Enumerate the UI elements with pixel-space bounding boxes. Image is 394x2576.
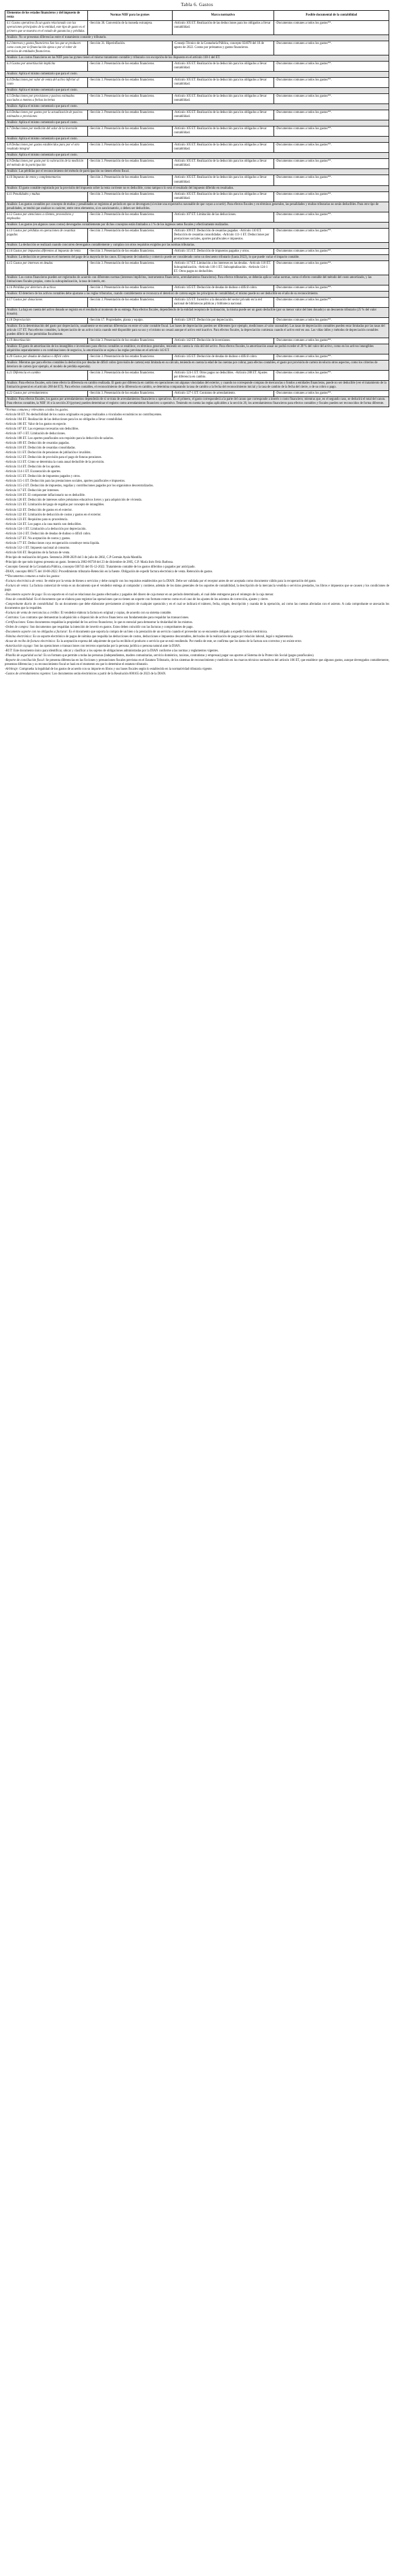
analysis-row — [5, 361, 389, 371]
table-row — [5, 317, 389, 323]
analysis-row — [5, 202, 389, 212]
footnote-item — [5, 499, 389, 503]
footnote-item — [5, 635, 389, 639]
footnote-text: -Artículo 118 ET. El componente inflacionario no es deducible. — [5, 494, 85, 498]
element-cell: 6.9 Deducciones por gasto por la valoración de la medición del método de la participación — [5, 159, 88, 169]
analysis-text: Análisis: En la determinación del gasto por depreciación, usualmente se encuentran diferencias en entre el valor contable fiscal. Las bases de depreciación pueden ser diferentes (por ejemplo, mediciones al valor razonable). Las tasas de depreciación contables pueden estar limitadas por las tasas del artículo 137 ET. Para efectos contables, la depreciación de un activo inicia cuando esté disponible para su uso y el mismo no cesará aunque el activo esté inactivo. Para efectos fiscales, la depreciación comienza cuando el activo esté en uso. Las vidas útiles y métodos de depreciación contables pueden diferir de las permitidas fiscalmente. — [5, 323, 389, 338]
analysis-text: Análisis: Los costos financieros en las NIIF para las pymes tienen el mismo tratamiento contable y tributario con excepción de los dispuesto en el artículo 118-1 del ET. — [5, 55, 389, 62]
analysis-text: Análisis: Aplica el mismo comentario que para el costo. — [5, 88, 389, 94]
footnote-text: Es el documento que soporta la compra de un bien o la prestación de un servicio cuando el proveedor no se encuentre obligado a expedir factura electrónica. — [68, 630, 268, 634]
expenses-table — [5, 10, 389, 407]
footnote-item — [5, 556, 389, 560]
marco-cell: -Artículo 105 ET. Realización de la deducción para los obligados a llevar contabilidad. — [172, 143, 273, 153]
footnote-item — [5, 668, 389, 672]
footnote-text: Es la aceptación expresa del adquirente de que ha recibido el producto o servicio que se está vendiendo. Por medio de este, se confirma que los datos de la factura son correctos y no existe error. — [56, 639, 302, 643]
analysis-text: Análisis: Las pérdidas por el reconocimiento del método de participación no tienen efecto fiscal. — [5, 169, 389, 175]
footnote-item — [5, 532, 389, 536]
footnote-item — [5, 456, 389, 460]
documental-cell: -Documentos comunes a todos los gastos**. — [273, 354, 389, 361]
analysis-row — [5, 254, 389, 260]
footnote-item — [5, 484, 389, 488]
header-marco-normativo: Marco normativo — [172, 11, 273, 21]
niif-cell: -Sección 3. Presentación de los estados financieros. — [87, 248, 172, 254]
analysis-text: Análisis: Aplica el mismo comentario que para el costo. — [5, 137, 389, 143]
analysis-text: Análisis: Los costos financieros pueden ser registrados de acuerdo con diferentes normas (intereses implícitos, instrumentos financieros, arrendamientos financieros). Para efectos tributarios, se deberán aplicar varias normas, como el efecto contable del método del costo amortizado, y las limitaciones fiscales propias, como la subcapitalización, la tasa de interés, etc. — [5, 275, 389, 285]
analysis-row — [5, 153, 389, 159]
footnote-text: -Artículo 60 ET. No deducibilidad de los costos originados en pagos realizados a vinculados económicos no contribuyentes. — [5, 413, 162, 417]
analysis-text: Análisis: La baja en cuenta del activo donado se registra en el resultado al momento de su entrega. Para efectos fiscales, dependiendo de la entidad receptora de la donación, la misma puede ser un gasto deducible (por su menor valor del bien donado) o un descuento tributario (25 % del valor donado). — [5, 307, 389, 317]
element-cell: 6.12 Gastos por atenciones a clientes, proveedores y empleados — [5, 212, 88, 222]
analysis-text: Análisis: Mientras que para efectos contables la deducción por deudas de difícil cobro (provisión de cartera) está limitada en su cálculo, teniendo en cuenta la edad de las cuentas por cobrar, para efectos contables, el gasto por provisión de cartera involucra otros aspectos, como los criterios de deterioro de cartera (por ejemplo, el modelo de pérdida esperada). — [5, 361, 389, 371]
footnote-item — [5, 659, 389, 667]
footnote-text: -Artículo 122 ET. Limitación de deducción de costos y gastos en el exterior. — [5, 513, 102, 517]
marco-cell: -Artículo 124-1 ET. Otros pagos no deducibles. -Artículo 288 ET. Ajustes por diferencia en cambio. — [172, 371, 273, 381]
footnote-item — [5, 432, 389, 436]
niif-cell: -Sección 3. Presentación de los estados financieros. — [87, 94, 172, 104]
analysis-text: Análisis: Aplica el mismo comentario que para el costo. — [5, 104, 389, 110]
analysis-row — [5, 169, 389, 175]
footnote-item — [5, 413, 389, 417]
marco-cell: -Artículo 105 ET. Realización de la deducción para los obligados a llevar contabilidad. — [172, 94, 273, 104]
marco-cell: -Artículo 105 ET. Realización de la deducción para los obligados a llevar contabilidad. — [172, 127, 273, 137]
footnote-text: -Artículo 114-1 ET. Exoneración de aportes. — [5, 470, 62, 474]
footnote-item — [5, 470, 389, 474]
analysis-text: Análisis: Los gastos contables por concepto de multas y penalidades se registran al período en que se devenguen (si existe una expectativa razonable de que vayan a ocurrir). Para efectos fiscales y en términos generales, las penalidades y multas tributarias no serán deducibles. Para otro tipo de penalidades, se tendrá que analizar su carácter, entre otros elementos, si es sancionatorio, o deben ser deducibles. — [5, 202, 389, 212]
marco-cell: -Artículo 105 ET. Realización de la deducción para los obligados a llevar contabilidad. — [172, 78, 273, 88]
footnote-text: -Artículo 110 ET. Deducción de cesantías consolidadas. — [5, 446, 76, 451]
niif-cell: -Sección 3. Presentación de los estados financieros. — [87, 110, 172, 120]
footnote-text: Los contratos que demuestran la adquisición o disposición de activos financieros son fundamentales para respaldar las transacciones. — [20, 616, 190, 620]
table-row — [5, 159, 389, 169]
footnote-item — [5, 551, 389, 555]
marco-cell: -Artículo 105 ET. Realización de las deducciones para los obligados a llevar contabilidad. — [172, 21, 273, 35]
footnote-text: -Artículo 115 ET. Deducción de impuestos pagados y otros. — [5, 475, 81, 479]
footnote-heading: -Autorización cuyago: — [5, 644, 34, 648]
documental-cell: -Documentos comunes a todos los gastos**. — [273, 143, 389, 153]
table-row — [5, 21, 389, 35]
element-cell: 6.8 Deducciones por gastos establecidos para por el otro resultado integral — [5, 143, 88, 153]
analysis-row — [5, 275, 389, 285]
marco-cell: -Artículo 127-1 ET. Contratos de arrendamiento. — [172, 391, 273, 397]
element-cell: 6.21 Diferencia en cambio — [5, 371, 88, 381]
documental-cell: -Documentos comunes a todos los gastos**. — [273, 285, 389, 291]
footnote-heading: -RUT: — [5, 649, 13, 653]
table-row — [5, 354, 389, 361]
analysis-row — [5, 35, 389, 41]
niif-cell: -Sección 3. Presentación de los estados financieros. — [87, 159, 172, 169]
niif-cell: -Sección 3. Presentación de los estados financieros. — [87, 285, 172, 291]
footnote-item — [5, 580, 389, 584]
analysis-row — [5, 137, 389, 143]
analysis-row — [5, 397, 389, 407]
footnote-text: -Artículo 124-2 ET. Deducción de deudas de dudoso o difícil cobro. — [5, 532, 91, 536]
footnote-heading: -Certificaciones: — [5, 620, 26, 624]
table-row — [5, 127, 389, 137]
footnote-heading: -Nómina electrónica: — [5, 635, 32, 639]
footnote-text: -Artículo 107 ET. Las expensas necesarias son deducibles. — [5, 428, 79, 432]
element-cell: 6.14 Gastos por impuestos diferentes al impuesto de renta — [5, 248, 88, 254]
footnote-text: Son documentos que respaldan la intención de invertir en gastos. Estos deben coincidir con las facturas y comprobantes de pago. — [30, 625, 194, 629]
table-row — [5, 110, 389, 120]
analysis-text: Análisis: Para efectos fiscales, solo tiene efecto la diferencia en cambio realizada. El gasto por diferencia en cambio en operaciones con algunas vinculadas del exterior, y cuando no corresponde compras de mercancías o fondos a entidades financieras, puede no ser deducible (ver el tratamiento de la limitación general en el artículo 288 del ET). Para efectos contables, el reconocimiento de la diferencia en cambio, se determina comparando la tasa de cambio a la fecha del reconocimiento inicial y la tasa de cambio de la fecha del cierre, o de su cobro o pago. — [5, 381, 389, 391]
footnote-item — [5, 584, 389, 593]
niif-cell: -Sección 3. Presentación de los estados financieros. — [87, 212, 172, 222]
footnote-text: -Artículo 115-2 ET. Deducción de impuestos, regalías y contribuciones pagados por los organismos descentralizados. — [5, 484, 154, 488]
analysis-text: Análisis: Aplica el mismo comentario que para el costo. — [5, 153, 389, 159]
analysis-row — [5, 323, 389, 338]
niif-cell: -Sección 3. Presentación de los estados financieros. — [87, 354, 172, 361]
footnote-item — [5, 518, 389, 522]
marco-cell: -Artículo 105 ET. Realización de la deducción para los obligados a llevar contabilidad. — [172, 175, 273, 185]
analysis-text: Análisis: Aplica el mismo comentario que para el costo. — [5, 72, 389, 78]
documental-cell: -Documentos comunes a todos los gastos**. — [273, 228, 389, 242]
footnote-item — [5, 645, 389, 649]
footnote-item — [5, 612, 389, 616]
footnote-text: -Artículo 107-1 ET. Limitación de deducciones. — [5, 432, 66, 436]
footnote-item — [5, 542, 389, 546]
analysis-row — [5, 381, 389, 391]
analysis-row — [5, 242, 389, 248]
table-row — [5, 285, 389, 291]
footnote-text: -Artículo 109 ET. Deducción de cesantías pagadas. — [5, 442, 70, 446]
footnote-heading: -Orden de compra: — [5, 625, 30, 629]
table-row — [5, 248, 389, 254]
footnote-heading: -Gastos de arrendamientos vigentes: — [5, 672, 51, 676]
documental-cell: -Documentos comunes a todos los gastos**. — [273, 371, 389, 381]
footnote-text: Es el documento que se elabora para registrar las operaciones que no tienen un soporte con formato externo como en el caso de los ajustes de los asientos de corrección, ajustes y cierre. — [34, 597, 269, 601]
element-cell: 6.3 Gastos por amortización implícita — [5, 62, 88, 72]
table-row — [5, 143, 389, 153]
footnote-text: Este documento único para identificar, ubicar y clasificar a los sujetos de obligaciones administradas por la DIAN conforme a las normas y reglamentos vigentes. — [13, 649, 219, 653]
element-cell: 6.11 Penalidades y multas — [5, 191, 88, 202]
documental-cell: -Documentos comunes a todos los gastos**. — [273, 21, 389, 35]
table-row — [5, 391, 389, 397]
footnote-text: -Artículo 113 ET. Cómo se determina la cuota anual deducible de la provisión. — [5, 461, 105, 465]
footnote-heading: *Normas comunes y relevantes a todos los gastos. — [5, 409, 69, 413]
footnote-text: La factura comercial de venta es un documento que el vendedor entrega al comprador y contiene, además de los datos generales de los soportes de contabilidad, la descripción de la mercancía vendida o servicios prestados, los libros e impuestos que se causen y los condiciones de pago. — [5, 584, 389, 592]
footnote-text: -Concepto General de la Contaduría Pública, concepto 036743 del 05-12-2022. Tratamiento contable de los gastos diferidos o pagados por anticipado. — [5, 565, 196, 569]
footnote-item — [5, 640, 389, 644]
footnote-heading: -Planilla de seguridad social: — [5, 653, 43, 658]
marco-cell: -Artículo 145 ET. Deducción de deudas de dudoso o difícil cobro. — [172, 354, 273, 361]
documental-cell: -Documentos comunes a todos los gastos**. — [273, 159, 389, 169]
footnote-heading: -Acuse de recibo de factura electrónica: — [5, 639, 56, 643]
table-row — [5, 338, 389, 344]
footnote-heading: -Comprobante diario de contabilidad: — [5, 602, 54, 606]
footnote-item — [5, 537, 389, 541]
niif-cell: -Sección 3. Presentación de los estados financieros. — [87, 78, 172, 88]
documental-cell: -Documentos comunes a todos los gastos**. — [273, 391, 389, 397]
footnote-text: -Artículo 124 ET. Los pagos a la casa matriz son deducibles. — [5, 522, 82, 526]
element-cell: 6.7 Deducciones por medición del valor de la inversión — [5, 127, 88, 137]
table-row — [5, 62, 389, 72]
table-row — [5, 94, 389, 104]
table-row — [5, 78, 389, 88]
analysis-text: Análisis: El deterioro de los activos contables debe ajustarse a las reglas tributarias, cuando contablemente se reconozca el deterioro de cartera según los principios de contabilidad, el mismo puede no ser deducible en el año de su reconocimiento. — [5, 291, 389, 297]
page — [5, 0, 389, 676]
footnote-text: Se emite por la venta de bienes o servicios y debe cumplir con los requisitos establecidos por la DIAN. Debe ser validada por el receptor antes de ser aceptada como documento válido para la recuperación del gasto. — [44, 579, 317, 583]
niif-cell: -Sección 3. Presentación de los estados financieros. — [87, 297, 172, 307]
footnote-item — [5, 513, 389, 518]
footnote-text: Comprueba la legalidad de los gastos de acuerdo con su importe en libros y sus bases fiscales según lo establecido en la normatividad tributaria vigente. — [19, 667, 213, 671]
footnote-item — [5, 428, 389, 432]
footnote-item — [5, 547, 389, 551]
analysis-row — [5, 88, 389, 94]
footnote-heading: -Arbitraje: — [5, 667, 19, 671]
documental-cell: -Documentos comunes a todos los gastos**. — [273, 260, 389, 275]
analysis-text: Análisis: Los gastos (en algunos casos costos) devengados contablemente por dichos conceptos están limitados a 1 % de los ingresos netos fiscales y efectivamente realizados. — [5, 222, 389, 228]
footnote-heading: **Documentos comunes a todos los gastos: — [5, 574, 60, 578]
analysis-row — [5, 307, 389, 317]
documental-cell: -Documentos comunes a todos los gastos**. — [273, 127, 389, 137]
footnote-item — [5, 649, 389, 653]
footnote-text: -Principio de realización del gasto. Sentencia 2008-2029 del 3 de julio de 2002, C.P Germán Ayala Mantilla. — [5, 555, 143, 559]
footnote-text: -Artículo 106 ET. Valor de los gastos en especie. — [5, 423, 67, 427]
documental-cell: -Documentos comunes a todos los gastos**. — [273, 248, 389, 254]
niif-cell: -Sección 30. Conversión de la moneda extranjera. — [87, 21, 172, 35]
footnote-item — [5, 621, 389, 625]
footnote-item — [5, 523, 389, 527]
niif-cell: -Sección 3. Presentación de los estados financieros. — [87, 260, 172, 275]
footnote-item — [5, 672, 389, 676]
footnote-item — [5, 630, 389, 635]
footnote-text: -Artículo 108 ET. Los aportes parafiscales son requisito para la deducción de salarios. — [5, 437, 114, 441]
footnote-text: -Artículo 124-1 ET. Limitación a la deducción por depreciación. — [5, 527, 87, 531]
marco-cell: -Consejo Técnico de la Contaduría Pública, concepto 024078 del 18 de agosto de 2022. Costos por préstamos y gastos financieros. — [172, 41, 273, 55]
footnote-text: -Artículo 117 ET. Deducción por intereses. — [5, 489, 60, 493]
footnote-item — [5, 509, 389, 513]
footnote-item — [5, 489, 389, 493]
element-cell: 6.15 Gastos por intereses en deudas — [5, 260, 88, 275]
marco-cell: -Artículo 105 ET. Realización de la deducción para los obligados a llevar contabilidad. — [172, 62, 273, 72]
footnote-heading: -Contratos: — [5, 616, 20, 620]
analysis-row — [5, 120, 389, 127]
niif-cell: -Sección 3. Presentación de los estados financieros. — [87, 191, 172, 202]
footnote-item — [5, 654, 389, 658]
analysis-row — [5, 72, 389, 78]
marco-cell: -Artículo 109 ET. Deducción de cesantías pagadas. -Artículo 110 ET. Deducción de cesantías consolidadas. -Artículo 111-1 ET. Deducciones por prestaciones sociales, aportes parafiscales e impuestos. — [172, 228, 273, 242]
footnote-item — [5, 598, 389, 602]
footnote-text: Es un formato que permite a todas las personas (independientes, madres comunitarias, servicio doméstico, taxistas, contratistas y empresas) pagar sus aportes al Sistema de la Protección Social (pagos parafiscales). — [43, 653, 315, 658]
niif-cell: -Sección 3. Presentación de los estados financieros. — [87, 371, 172, 381]
footnote-text: -Artículo 111 ET. Deducción de pensiones de jubilación e invalidez. — [5, 451, 91, 455]
footnote-heading: -Factura de venta de mercancías a crédito: — [5, 611, 60, 615]
marco-cell: -Artículo 125 ET. Incentivo a la donación del sector privado en la red nacional de bibliotecas públicas y biblioteca nacional. — [172, 297, 273, 307]
footnote-item — [5, 503, 389, 507]
footnote-item — [5, 409, 389, 413]
marco-cell: -Artículo 142 ET. Deducción de inversiones. — [172, 338, 273, 344]
niif-cell: -Sección 31. Hiperinflación. — [87, 41, 172, 55]
element-cell: 6.2 Intereses y gastos financieros Son los que se producen como costo por la financiación ajena o por el rober de servicios de entidades financieras. — [5, 41, 88, 55]
footnote-text: -Artículo 115-1 ET. Deducción para las prestaciones sociales, aportes parafiscales e impuestos. — [5, 480, 126, 484]
analysis-row — [5, 344, 389, 354]
documental-cell: -Documentos comunes a todos los gastos**. — [273, 62, 389, 72]
footnote-text: Se presenta diferencias en las ficciones y presunciones fiscales previstas en el Estatuto Tributario, de los sistemas de reconocimiento y medición en los marcos técnicos normativos del artículo 106 ET, que establece que algunos gastos, aunque devengados contablemente, presentan diferencias y su reconocimiento fiscal se hará en el momento en que lo determine el estatuto tributario. — [5, 658, 389, 666]
footnote-item — [5, 561, 389, 565]
table-row — [5, 175, 389, 185]
footnote-text: Estos documentos respaldan la propiedad de los activos financieros; lo que es esencial para demostrar la titularidad de los mismos. — [26, 620, 193, 624]
niif-cell: -Sección 3. Presentación de los estados financieros. — [87, 62, 172, 72]
element-cell: 6.1 Gastos operativos Es un gasto relacionado con las operaciones principales de la entidad, este tipo de gasto es el primero que se muestra en el estado de ganancias y pérdidas. — [5, 21, 88, 35]
footnote-item — [5, 626, 389, 630]
table-row — [5, 41, 389, 55]
footnote-item — [5, 442, 389, 446]
footnote-text: Son las operaciones o transacciones con terceros soportadas por la persona jurídica o persona natural ante la DIAN. — [34, 644, 181, 648]
table-row — [5, 260, 389, 275]
footnote-item — [5, 423, 389, 427]
footnote-item — [5, 616, 389, 620]
documental-cell: -Documentos comunes a todos los gastos**. — [273, 110, 389, 120]
footnote-item — [5, 528, 389, 532]
footnotes — [5, 409, 389, 676]
element-cell: 6.10 Impuesto de renta y complementarios — [5, 175, 88, 185]
analysis-row — [5, 291, 389, 297]
footnote-text: -DIAN, concepto 006175 del 10-08-2022. Procedimiento tributario-Retención en la fuente. Obligación de expedir factura electrónica de venta. Retención de gastos. — [5, 570, 213, 574]
documental-cell: -Documentos comunes a todos los gastos**. — [273, 317, 389, 323]
footnote-heading: -Factura electrónica de venta: — [5, 579, 44, 583]
footnote-item — [5, 451, 389, 455]
analysis-row — [5, 222, 389, 228]
element-cell: 6.18 Depreciación — [5, 317, 88, 323]
documental-cell: -Documentos comunes a todos los gastos**. — [273, 191, 389, 202]
table-row — [5, 212, 389, 222]
footnote-item — [5, 480, 389, 484]
footnote-item — [5, 575, 389, 579]
footnote-item — [5, 570, 389, 574]
footnote-text: -Artículo 512-1 ET. Impuesto nacional al consumo. — [5, 546, 70, 550]
marco-cell: -Artículo 105 ET. Realización de la deducción para los obligados a llevar contabilidad. — [172, 110, 273, 120]
footnote-text: -Artículo 177 ET. Deducciones cuya recuperación constituye renta líquida. — [5, 541, 100, 545]
table-row — [5, 191, 389, 202]
header-elementos: Elementos de los estados financieros y del impuesto de renta — [5, 11, 88, 21]
table-row — [5, 371, 389, 381]
footnote-item — [5, 465, 389, 469]
niif-cell: -Sección 3. Presentación de los estados financieros. — [87, 127, 172, 137]
footnote-text: -Artículo 120 ET. Deducción de intereses sobre préstamos educativos Icetex y para adquisición de vivienda. — [5, 499, 142, 503]
niif-cell: -Sección 17. Propiedades, planta y equipo. — [87, 317, 172, 323]
marco-cell: -Artículo 107 ET. Limitación de las deducciones. — [172, 212, 273, 222]
marco-cell: -Artículo 105 ET. Realización de la deducción para los obligados a llevar contabilidad. — [172, 159, 273, 169]
footnote-text: -Artículo 112 ET. Deducción de provisión para el pago de futuras pensiones. — [5, 456, 102, 460]
footnote-text: -Artículo 122 ET. Deducción de gastos en el exterior. — [5, 508, 72, 512]
footnote-text: El vendedor elabora la factura en original y copias, de acuerdo con su sistema contable. — [60, 611, 172, 615]
footnote-item — [5, 418, 389, 422]
marco-cell: -Artículo 128 ET. Deducción por depreciación. — [172, 317, 273, 323]
marco-cell: -Artículo 117 ET. Limitación a los intereses en las deudas. -Artículo 118 ET. Subcapitalización. -Artículo 118-1 ET. Subcapitalización. -Artículo 124-1 ET. Otros pagos no deducibles. — [172, 260, 273, 275]
niif-cell: -Sección 3. Presentación de los estados financieros. — [87, 175, 172, 185]
analysis-text: Análisis: Para efectos fiscales, los gastos por arrendamientos dependerán de si se trata de arrendamientos financieros u operativos. En el primero, el gasto corresponderá a la parte del canon que corresponde a interés o costo financiero; mientras que, en el segundo caso, se deducirá el total del canon. Para efectos contables, la NIIF 16 o la sección 20 (pymes) pueden determinar el registro como arrendamiento financiero u operativo. Teniendo en cuenta las reglas aplicables a la sección 20, los arrendamientos financieros para efectos contables y fiscales pueden ser reconocidos de forma diferente. — [5, 397, 389, 407]
analysis-text: Análisis: Aplica el mismo comentario que para el costo. — [5, 120, 389, 127]
analysis-text: Análisis: La deducción se presenta en el momento del pago de la mayoría de los casos. El impuesto de industria y comercio puede ser considerado como un descuento tributario (hasta 2022), lo que puede variar el impacto contable. — [5, 254, 389, 260]
analysis-row — [5, 104, 389, 110]
table-header-row — [5, 11, 389, 21]
niif-cell: -Sección 3. Presentación de los estados financieros. — [87, 391, 172, 397]
footnote-text: -Artículo 114 ET. Deducción de los aportes. — [5, 465, 61, 469]
table-row — [5, 297, 389, 307]
footnote-text: -Principio de que todo ingreso presenta un gasto. Sentencia 2002-00738 del 23 de diciembre de 2005, C.P. María Inés Ortiz Barbosa. — [5, 560, 174, 564]
footnote-heading: -Documento soporte de pago: — [5, 593, 43, 597]
footnote-text: Los documentos serán electrónicos a partir de la Resolución 000165 de 2023 de la DIAN. — [52, 672, 167, 676]
header-normas-niif: Normas NIIF para las pymes — [87, 11, 172, 21]
analysis-row — [5, 55, 389, 62]
documental-cell: -Documentos comunes a todos los gastos**. — [273, 41, 389, 55]
footnote-text: Es un soporte electrónico de pagos de nómina que respalda las deducciones de costos, deducciones e impuestos descontables, derivados de la realización de pagos por relación laboral, legal o reglamentaria. — [32, 635, 294, 639]
element-cell: 6.5 Deducciones por provisiones y pasivos estimados asociados a montos a fechas inciertas — [5, 94, 88, 104]
table-body — [5, 21, 389, 407]
footnote-item — [5, 437, 389, 441]
documental-cell: -Documentos comunes a todos los gastos**. — [273, 175, 389, 185]
header-posible-documental: Posible documental de la contabilidad — [273, 11, 389, 21]
footnote-item — [5, 566, 389, 570]
element-cell: 6.20 Gastos por deudas de dudoso o difícil cobro — [5, 354, 88, 361]
footnote-text: -Artículo 616 ET. Requisitos de la factura de venta. — [5, 551, 70, 555]
marco-cell: -Artículo 105 ET. Realización de la deducción para los obligados a llevar contabilidad. — [172, 191, 273, 202]
footnote-item — [5, 494, 389, 498]
element-cell: 6.22 Gastos por arrendamientos — [5, 391, 88, 397]
footnote-text: -Artículo 104 ET. Realización de las deducciones para los no obligados a llevar contabilidad. — [5, 418, 123, 422]
footnote-text: -Artículo 123 ET. Requisitos para su procedencia. — [5, 518, 68, 522]
analysis-text: Análisis: La deducción se realizará cuando concurren devengados contablemente y cumplan con otros requisitos exigidos por las normas tributarias. — [5, 242, 389, 248]
footnote-text: -Artículo 121 ET. Limitación del pago de regalías por concepto de intangibles. — [5, 503, 105, 507]
niif-cell: -Sección 3. Presentación de los estados financieros. — [87, 338, 172, 344]
footnote-item — [5, 475, 389, 479]
footnote-item — [5, 603, 389, 611]
documental-cell: -Documentos comunes a todos los gastos**. — [273, 338, 389, 344]
analysis-text: Análisis: No se presentan diferencias entre el tratamiento contable y tributario. — [5, 35, 389, 41]
documental-cell: -Documentos comunes a todos los gastos**. — [273, 94, 389, 104]
footnote-heading: -Reporte de conciliación fiscal: — [5, 658, 45, 662]
element-cell: 6.19 Amortización — [5, 338, 88, 344]
table-title: Tabla 6. Gastos — [181, 2, 213, 7]
element-cell: 6.6 Deducciones por gastos por la actualización de pasivos estimados o provisiones — [5, 110, 88, 120]
element-cell: 6.13 Gastos por pérdidas en operaciones de cesantías pagadas — [5, 228, 88, 242]
documental-cell: -Documentos comunes a todos los gastos**. — [273, 212, 389, 222]
footnote-item — [5, 446, 389, 451]
element-cell: 6.17 Gastos por donaciones — [5, 297, 88, 307]
footnote-item — [5, 461, 389, 465]
footnote-text: Es un soporte en el cual se relacionan los gastos efectuados y pagados del dinero de caja menor en un periodo determinado, el cual debe entregarse para el reintegro de la caja menor. — [43, 593, 274, 597]
documental-cell: -Documentos comunes a todos los gastos**. — [273, 297, 389, 307]
marco-cell: -Artículo 145 ET. Deducción de deudas de dudoso o difícil cobro. — [172, 285, 273, 291]
analysis-text: Análisis: El gasto de amortización de los intangibles e inversiones para efectos contables se establece, en términos generales, teniendo en cuenta la vida útil del activo. Para efectos fiscales, la amortización anual no podrá exceder el 20 % del valor del activo, como en los activos intangibles adquiridos separadamente o en combinaciones de negocios, la amortización se sujeta a las reglas previstas en el artículo 143 ET. — [5, 344, 389, 354]
footnote-item — [5, 593, 389, 597]
analysis-text: Análisis: El gasto contable registrado por la provisión del impuesto sobre la renta corriente no es deducible, como tampoco lo será el resultado del impuesto diferido en resultados. — [5, 185, 389, 191]
marco-cell: -Artículo 115 ET. Deducción de impuestos pagados y otros. — [172, 248, 273, 254]
documental-cell: -Documentos comunes a todos los gastos**. — [273, 78, 389, 88]
footnote-heading: -Factura de venta: — [5, 584, 29, 588]
element-cell: 6.16 Pérdidas por deterioro de activos — [5, 285, 88, 291]
footnote-heading: -Documento soporte con no obligados a facturar: — [5, 630, 68, 634]
table-row — [5, 228, 389, 242]
niif-cell: -Sección 3. Presentación de los estados financieros. — [87, 143, 172, 153]
footnote-heading: -Nota de contabilidad: — [5, 597, 34, 601]
footnote-text: Es un documento que debe elaborarse previamente al registro de cualquier operación y en el cual se indicará el número, fecha, origen, descripción y cuantía de la operación, así como las cuentas afectadas con el asiento. A cada comprobante se anexarán los documentos que la respalden. — [5, 602, 390, 610]
element-cell: 6.4 Deducciones por valor de venta del activo inferior al costo — [5, 78, 88, 88]
analysis-row — [5, 185, 389, 191]
footnote-text: -Artículo 127 ET. No aceptación de costos y gastos. — [5, 536, 71, 540]
niif-cell: -Sección 3. Presentación de los estados financieros. — [87, 228, 172, 242]
